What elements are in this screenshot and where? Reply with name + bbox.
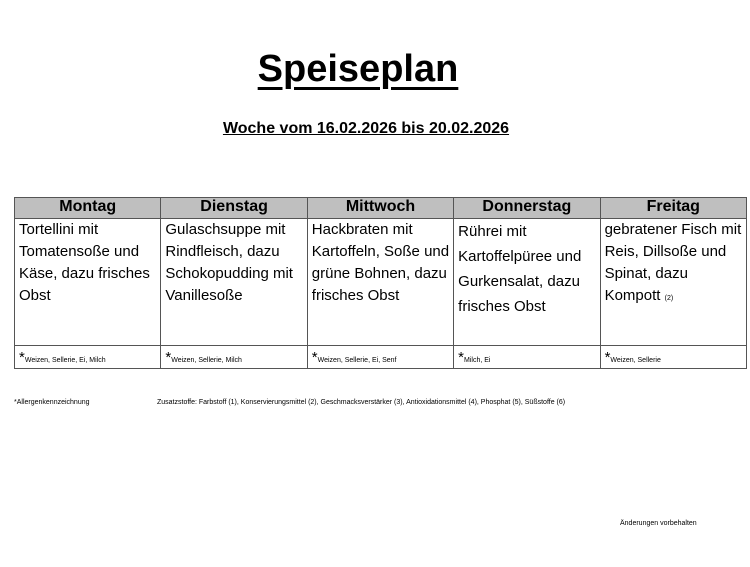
meal-row	[15, 219, 747, 346]
menu-table	[14, 197, 747, 369]
meal-cell: gebratener Fisch mit Reis, Dillsoße und Spinat, dazu Kompott (2)	[600, 219, 746, 346]
allergen-cell: *Weizen, Sellerie	[600, 346, 746, 369]
additives-legend: Zusatzstoffe: Farbstoff (1), Konservierungsmittel (2), Geschmacksverstärker (3), Antioxidationsmittel (4), Phosphat (5), Süßstoffe (6)	[157, 399, 566, 406]
meal-cell: Tortellini mit Tomatensoße und Käse, dazu frisches Obst	[15, 219, 161, 346]
allergen-cell: *Weizen, Sellerie, Ei, Milch	[15, 346, 161, 369]
meal-cell: Rührei mit Kartoffelpüree und Gurkensalat, dazu frisches Obst	[454, 219, 600, 346]
day-header: Freitag	[600, 198, 746, 219]
allergen-label: *Allergenkennzeichnung	[14, 399, 90, 406]
allergen-row	[15, 346, 747, 369]
week-range: Woche vom 16.02.2026 bis 20.02.2026	[222, 120, 510, 137]
day-header: Donnerstag	[454, 198, 600, 219]
day-header: Mittwoch	[307, 198, 453, 219]
day-header: Montag	[15, 198, 161, 219]
header-row	[15, 198, 747, 219]
allergen-cell: *Weizen, Sellerie, Milch	[161, 346, 307, 369]
allergen-cell: *Weizen, Sellerie, Ei, Senf	[307, 346, 453, 369]
meal-cell: Hackbraten mit Kartoffeln, Soße und grüne Bohnen, dazu frisches Obst	[307, 219, 453, 346]
additive-note: (2)	[664, 295, 674, 302]
meal-cell: Gulaschsuppe mit Rindfleisch, dazu Schokopudding mit Vanillesoße	[161, 219, 307, 346]
page-title: Speiseplan	[257, 48, 459, 90]
day-header: Dienstag	[161, 198, 307, 219]
disclaimer: Änderungen vorbehalten	[620, 520, 697, 527]
allergen-cell: *Milch, Ei	[454, 346, 600, 369]
